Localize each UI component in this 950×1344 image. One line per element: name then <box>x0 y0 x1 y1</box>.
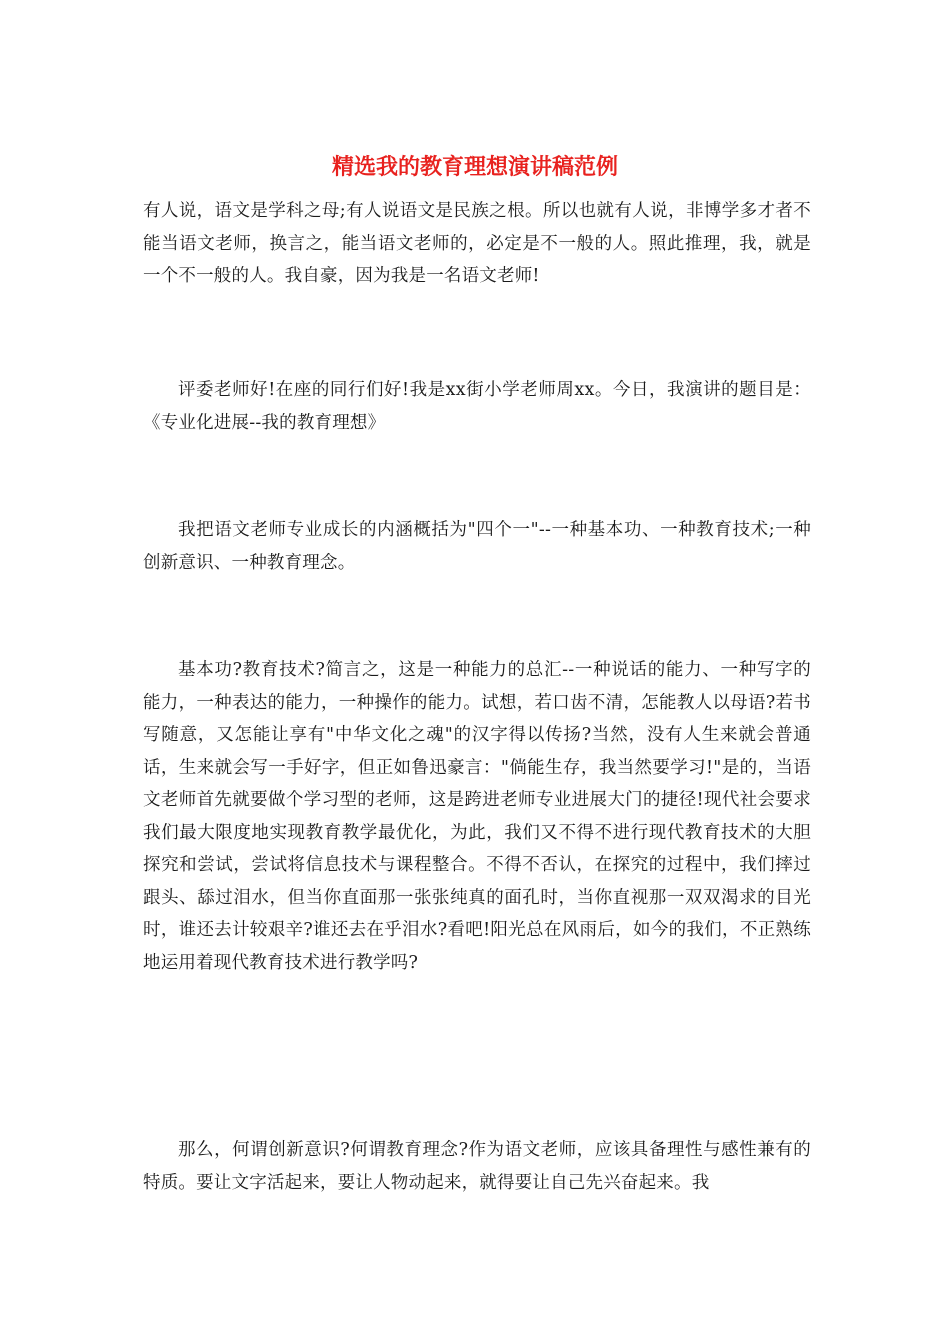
paragraph-innovation: 那么，何谓创新意识?何谓教育理念?作为语文老师，应该具备理性与感性兼有的特质。要让文字活起来，要让人物动起来，就得要让自己先兴奋起来。我 <box>143 1140 811 1193</box>
paragraph-four-ones: 我把语文老师专业成长的内涵概括为"四个一"--一种基本功、一种教育技术;一种创新意识、一种教育理念。 <box>143 520 811 573</box>
paragraph-greeting: 评委老师好!在座的同行们好!我是xx街小学老师周xx。今日，我演讲的题目是：《专业化进展--我的教育理想》 <box>143 380 811 433</box>
paragraph-intro: 有人说，语文是学科之母;有人说语文是民族之根。所以也就有人说，非博学多才者不能当语文老师，换言之，能当语文老师的，必定是不一般的人。照此推理，我，就是一个不一般的人。我自豪，因为我是一名语文老师! <box>143 201 811 286</box>
document-title: 精选我的教育理想演讲稿范例 <box>331 154 618 180</box>
paragraph-basic-skills: 基本功?教育技术?简言之，这是一种能力的总汇--一种说话的能力、一种写字的能力，一种表达的能力，一种操作的能力。试想，若口齿不清，怎能教人以母语?若书写随意，又怎能让享有"中华文化之魂"的汉字得以传扬?当然，没有人生来就会普通话，生来就会写一手好字，但正如鲁迅豪言："倘能生存，我当然要学习!"是的，当语文老师首先就要做个学习型的老师，这是跨进老师专业进展大门的捷径!现代社会要求我们最大限度地实现教育教学最优化，为此，我们又不得不进行现代教育技术的大胆探究和尝试，尝试将信息技术与课程整合。不得不否认，在探究的过程中，我们摔过跟头、舔过泪水，但当你直面那一张张纯真的面孔时，当你直视那一双双渴求的目光时，谁还去计较艰辛?谁还去在乎泪水?看吧!阳光总在风雨后，如今的我们，不正熟练地运用着现代教育技术进行教学吗? <box>143 660 811 973</box>
